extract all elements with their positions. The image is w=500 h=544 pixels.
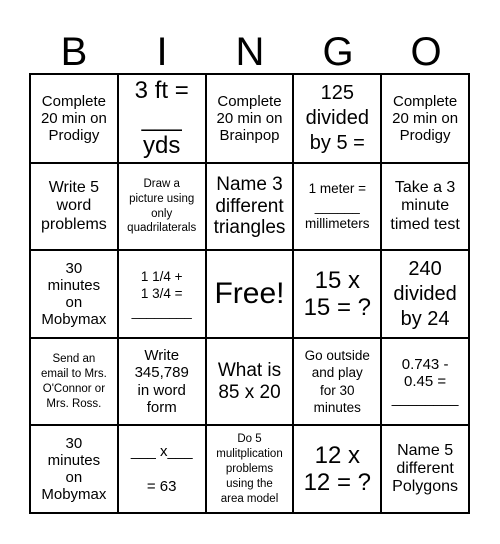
bingo-cell[interactable]: Send an email to Mrs. O'Connor or Mrs. Ross. (30, 338, 118, 426)
bingo-cell[interactable]: ___ x___ = 63 (118, 425, 206, 513)
bingo-cell[interactable]: 0.743 - 0.45 = ________ (381, 338, 469, 426)
bingo-cell[interactable]: 125 divided by 5 = (293, 74, 381, 163)
bingo-cell[interactable]: Draw a picture using only quadrilaterals (118, 163, 206, 251)
bingo-cell[interactable]: Name 3 different triangles (206, 163, 294, 251)
bingo-cell[interactable]: 30 minutes on Mobymax (30, 425, 118, 513)
bingo-cell[interactable]: What is 85 x 20 (206, 338, 294, 426)
bingo-cell[interactable]: Complete 20 min on Prodigy (381, 74, 469, 163)
header-letter-o: O (410, 30, 442, 74)
bingo-cell[interactable]: Go outside and play for 30 minutes (293, 338, 381, 426)
bingo-cell[interactable]: Do 5 mulitplication problems using the area model (206, 425, 294, 513)
bingo-cell[interactable]: Name 5 different Polygons (381, 425, 469, 513)
bingo-cell[interactable]: Complete 20 min on Brainpop (206, 74, 294, 163)
header-letter-n: N (235, 30, 265, 74)
bingo-cell[interactable]: Write 345,789 in word form (118, 338, 206, 426)
header-letter-g: G (322, 30, 354, 74)
header-letter-b: B (60, 30, 88, 74)
bingo-grid (29, 73, 470, 514)
bingo-cell[interactable]: 30 minutes on Mobymax (30, 250, 118, 338)
bingo-cell[interactable]: 240 divided by 24 (381, 250, 469, 338)
bingo-cell[interactable]: 12 x 12 = ? (293, 425, 381, 513)
header-letter-i: I (156, 30, 168, 74)
bingo-cell[interactable]: 1 meter = ______ millimeters (293, 163, 381, 251)
bingo-cell[interactable]: 15 x 15 = ? (293, 250, 381, 338)
bingo-cell[interactable]: Complete 20 min on Prodigy (30, 74, 118, 163)
bingo-cell[interactable]: Take a 3 minute timed test (381, 163, 469, 251)
bingo-header (30, 0, 470, 73)
bingo-cell[interactable]: Write 5 word problems (30, 163, 118, 251)
bingo-cell[interactable]: 1 1/4 + 1 3/4 = ________ (118, 250, 206, 338)
free-space[interactable]: Free! (206, 250, 294, 338)
bingo-cell[interactable]: 3 ft = ___ yds (118, 74, 206, 163)
